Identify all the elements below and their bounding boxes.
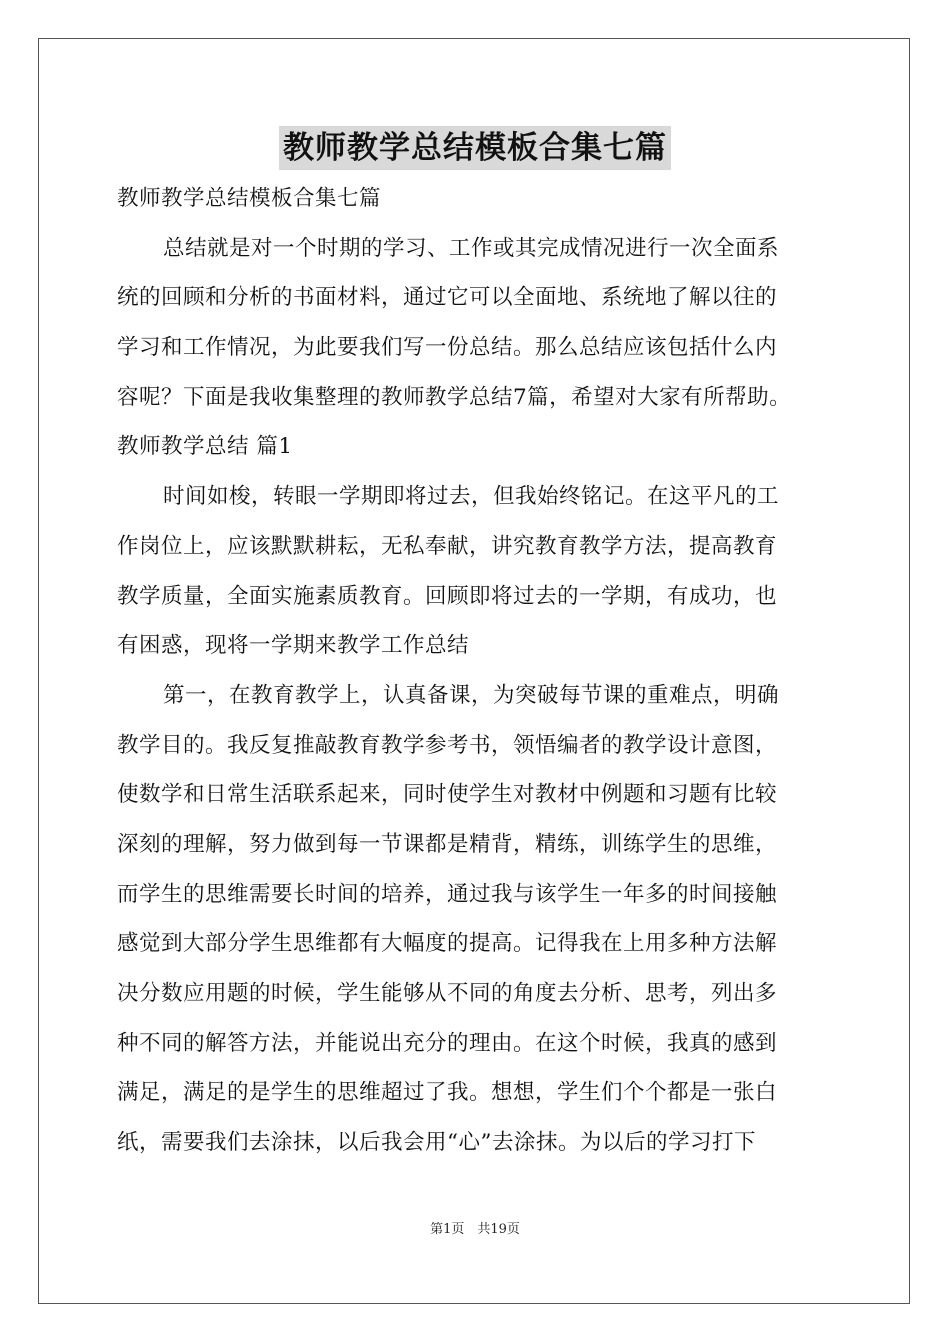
title-container: [0, 126, 950, 170]
page-footer: 第1页 共19页: [430, 1222, 520, 1237]
document-body: [117, 179, 837, 1173]
text-line: 时间如梭，转眼一学期即将过去，但我始终铭记。在这平凡的工: [163, 484, 780, 510]
text-line: 第一，在教育教学上，认真备课，为突破每节课的重难点，明确: [163, 682, 780, 708]
text-line: 教师教学总结 篇1: [117, 434, 293, 460]
text-line: 容呢？下面是我收集整理的教师教学总结7篇，希望对大家有所帮助。: [117, 384, 792, 410]
text-line: 作岗位上，应该默默耕耘，无私奉献，讲究教育教学方法，提高教育: [117, 533, 778, 559]
text-line: 纸，需要我们去涂抹，以后我会用“心”去涂抹。为以后的学习打下: [117, 1130, 756, 1156]
text-line: 而学生的思维需要长时间的培养，通过我与该学生一年多的时间接触: [117, 881, 778, 907]
text-line: 学习和工作情况，为此要我们写一份总结。那么总结应该包括什么内: [117, 335, 778, 361]
text-line: 统的回顾和分析的书面材料，通过它可以全面地、系统地了解以往的: [117, 285, 778, 311]
text-line: 有困惑，现将一学期来教学工作总结: [117, 633, 470, 659]
text-line: 教学目的。我反复推敲教育教学参考书，领悟编者的教学设计意图，: [117, 732, 778, 758]
text-line: 教学质量，全面实施素质教育。回顾即将过去的一学期，有成功，也: [117, 583, 778, 609]
text-line: 总结就是对一个时期的学习、工作或其完成情况进行一次全面系: [163, 235, 780, 261]
document-title: 教师教学总结模板合集七篇: [279, 126, 671, 170]
text-line: 使数学和日常生活联系起来，同时使学生对教材中例题和习题有比较: [117, 782, 778, 808]
text-line: 深刻的理解，努力做到每一节课都是精背，精练，训练学生的思维，: [117, 831, 778, 857]
text-line: 感觉到大部分学生思维都有大幅度的提高。记得我在上用多种方法解: [117, 931, 778, 957]
text-line: 满足，满足的是学生的思维超过了我。想想，学生们个个都是一张白: [117, 1080, 778, 1106]
text-line: 种不同的解答方法，并能说出充分的理由。在这个时候，我真的感到: [117, 1030, 778, 1056]
text-line: 决分数应用题的时候，学生能够从不同的角度去分析、思考，列出多: [117, 981, 778, 1006]
text-line: 教师教学总结模板合集七篇: [117, 186, 382, 211]
